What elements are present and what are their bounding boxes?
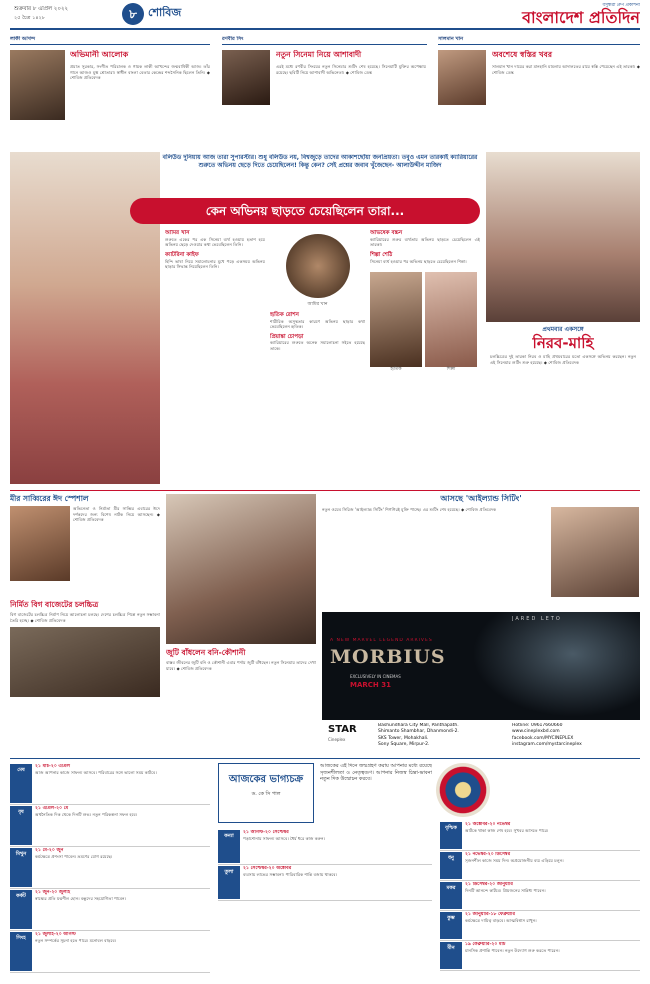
sign-text: অর্থনৈতিক দিক থেকে দিনটি শুভ। নতুন পরিকল্পনা সফল হবে।: [35, 811, 138, 817]
feature-item-body: শুরুতে একের পর এক সিনেমা ব্যর্থ হওয়ায় হতাশ হয়ে অভিনয় ছেড়ে দেওয়ার কথা ভেবেছিলেন তিনি।: [165, 236, 265, 248]
caption-shilpa: শিল্পা: [446, 367, 456, 373]
photo-bonny-koushani: [166, 494, 316, 644]
photo-mir-sabbir: [10, 506, 70, 581]
ad-title: MORBIUS: [330, 646, 446, 668]
mir-title: মীর সাব্বিরের ঈদ স্পেশাল: [10, 494, 89, 503]
date-text: শুক্রবার ৮ এপ্রিল ২০২২: [14, 6, 69, 12]
feature-col-2: [270, 230, 365, 480]
sign-dates: ২১ জানুয়ারি-১৮ ফেব্রুয়ারি: [465, 912, 516, 917]
story-nirob-mahi: [486, 152, 640, 484]
feature-col-1: [165, 230, 265, 480]
feature-item-name: অভিষেক বচ্চন: [370, 230, 403, 236]
sign-dates: ১৯ ফেব্রুয়ারি-২০ মার্চ: [465, 942, 506, 947]
ad-date: MARCH 31: [350, 681, 391, 689]
mir-body: অভিনেতা ও নির্মাতা মীর সাব্বির এবারের ঈদে দর্শকদের জন্য বিশেষ নাটক নিয়ে আসছেন। ◆ শোবিজ প্রতিবেদক: [73, 506, 160, 523]
sign-name: কর্কট: [10, 890, 32, 929]
sign-dates: ২১ আগস্ট-২০ সেপ্টেম্বর: [243, 830, 289, 835]
horoscope-section: [10, 758, 640, 978]
story-byline: লাকী আখন্দ: [10, 36, 210, 45]
sign-text: দিনটি আনন্দে কাটবে। প্রিয়জনের সান্নিধ্য পাবেন।: [465, 887, 546, 893]
sign-text: স্বাস্থ্যের প্রতি যত্নশীল হোন। বন্ধুদের সহযোগিতা পাবেন।: [35, 895, 127, 901]
date-line: [14, 6, 124, 26]
bonny-body: বাস্তব জীবনের জুটি বনি ও কৌশানী এবার পর্দায় জুটি বাঁধছেন। নতুন সিনেমায় তাদের দেখা যাবে। ◆ শোবিজ প্রতিবেদক: [166, 660, 316, 671]
feature-item-name: শিল্পা শেঠি: [370, 251, 393, 258]
story-title: অভিমানী আলোক: [70, 50, 129, 59]
horoscope-sign: [440, 911, 640, 941]
horoscope-title: আজকের ভাগ্যচক্র: [228, 774, 304, 785]
sign-name: ধনু: [440, 852, 462, 879]
bigbudget-body: বিগ বাজেটের চলচ্চিত্র নির্মাণ নিয়ে আলোচনা চলছে। দেশের চলচ্চিত্র শিল্পে নতুন সম্ভাবনা তৈরি হচ্ছে। ◆ শোবিজ প্রতিবেদক: [10, 612, 160, 623]
horoscope-sign: [10, 889, 210, 931]
horoscope-sign: [10, 847, 210, 889]
sign-dates: ২১ জুলাই-২০ আগস্ট: [35, 932, 76, 937]
sign-text: কর্মক্ষেত্রে প্রশংসা পাবেন। ভ্রমণের যোগ রয়েছে।: [35, 853, 113, 859]
bonny-title: জুটি বাঁধলেন বনি-কৌশানী: [166, 648, 246, 657]
ad-visual: [472, 612, 640, 717]
sign-dates: ২১ মে-২০ জুন: [35, 848, 64, 853]
sign-text: কর্মক্ষেত্রে দায়িত্ব বাড়বে। আত্মবিশ্বাস রাখুন।: [465, 917, 537, 923]
photo-big-budget: [10, 627, 160, 697]
ad-exclusive: EXCLUSIVELY IN CINEMAS: [350, 674, 401, 679]
feature-intro: বলিউড দুনিয়ায় আজ তারা সুপারস্টার। শুধু বলিউড নয়, বিশ্বজুড়ে তাদের আকাশছোঁয়া জনপ্রিয়তা। তবুও এমন তারকাই ক্যারিয়ারের শুরুতে অভিনয় ছেড়ে দিতে চেয়েছিলেন! কিন্তু কেন? সেই প্রশ্নের জবাব খুঁজেছেন- আলাউদ্দীন মাজিদ: [162, 154, 478, 170]
story-body: প্রয়াত সুরকার, সংগীত পরিচালক ও গায়ক লাকী আখন্দের জন্মবার্ষিকী আজ। তাঁর গানে আজও মুগ্ধ শ্রোতারা। স্বাধীন বাংলা বেতার কেন্দ্রের শব্দসৈনিক ছিলেন তিনি। ◆ শোবিজ প্রতিবেদক: [70, 64, 210, 81]
feature-item-body: সিনেমা ব্যর্থ হওয়ার পর অভিনয় ছাড়তে চেয়েছিলেন শিল্পা।: [370, 258, 467, 264]
feature-item-name: ক্যাটরিনা কাইফ: [165, 251, 199, 258]
story-byline: সালমান খান: [438, 36, 640, 45]
photo-nirob-mahi: [486, 152, 640, 322]
horoscope-sign: [440, 941, 640, 971]
ad-actor: JARED LETO: [512, 616, 562, 622]
horoscope-sign: [218, 865, 432, 901]
nirob-kicker: প্রথমবার একসঙ্গে: [542, 326, 584, 333]
ad-footer: [322, 720, 640, 750]
horoscope-right-column: [440, 821, 640, 975]
nirob-body: চলচ্চিত্রের দুই তারকা নিরব ও মাহি প্রথমবারের মতো একসঙ্গে অভিনয় করছেন। নতুন এই সিনেমার শুটিং শুরু হয়েছে। ◆ শোবিজ প্রতিবেদক: [490, 354, 636, 365]
sign-text: সৃজনশীল কাজে সময় দিন। অপ্রয়োজনীয় ব্যয় এড়িয়ে চলুন।: [465, 857, 564, 863]
sign-text: নতুন সম্পর্কের সূচনা হতে পারে। মনোবল বাড়বে।: [35, 937, 117, 943]
sign-name: তুলা: [218, 866, 240, 899]
feature-item-name: প্রিয়াঙ্কা চোপড়া: [270, 333, 304, 340]
ad-morbius[interactable]: [322, 612, 640, 750]
sign-text: আজ আপনার কাজে সাফল্য আসবে। পরিবারের সঙ্গে ভালো সময় কাটবে।: [35, 769, 157, 775]
sign-dates: ২১ নভেম্বর-২০ ডিসেম্বর: [465, 852, 511, 857]
feature-item-body: ক্যারিয়ারের শুরুতে অনেক সমালোচনা সইতে হয়েছে তাকে।: [270, 340, 365, 352]
top-stories: [10, 36, 640, 148]
story-mir-sabbir: [10, 494, 160, 594]
sign-dates: ২১ এপ্রিল-২০ মে: [35, 806, 69, 811]
sign-dates: ২১ অক্টোবর-২০ নভেম্বর: [465, 822, 511, 827]
story-body: সালমান খান দায়ের করা মানহানি মামলায় আদালতের রায়ে স্বস্তি পেয়েছেন এই তারকা। ◆ শোবিজ ডেস্ক: [492, 64, 640, 75]
masthead-top: বসুন্ধরা গ্রুপ প্রকাশনা: [602, 3, 640, 8]
story-body: এরই মধ্যে রণবীর সিংয়ের নতুন সিনেমার শুটিং শেষ হয়েছে। সিনেমাটি মুক্তির অপেক্ষায় রয়েছে। ছবিটি নিয়ে আশাবাদী অভিনেতা। ◆ শোবিজ ডেস্ক: [276, 64, 426, 75]
feature-col-3: [370, 230, 480, 480]
horoscope-intro: আজকের এই দিনে জন্মগ্রহণ করায় আপনার মধ্যে রয়েছে সৃজনশীলতা ও নেতৃত্বগুণ। আপনার নিজস্ব চিন্তা-ভাবনা নতুন দিক উন্মোচন করবে।: [320, 763, 432, 783]
horoscope-sign: [440, 881, 640, 911]
story-big-budget: [10, 600, 160, 750]
sign-dates: ২১ মার্চ-২০ এপ্রিল: [35, 764, 71, 769]
feature-item-body: শারীরিক অসুস্থতার কারণে অভিনয় ছাড়ার কথা ভেবেছিলেন হৃতিক।: [270, 318, 365, 330]
sign-dates: ২১ জুন-২০ জুলাই: [35, 890, 71, 895]
horoscope-author: ড. কে সি পাল: [251, 790, 281, 797]
iceland-body: নতুন ওয়েব সিরিজ 'আইল্যান্ড সিটিং' শিগগিরই মুক্তি পাচ্ছে। এর শুটিং শেষ হয়েছে। ◆ শোবিজ প্রতিবেদক: [322, 507, 497, 512]
horoscope-sign: [218, 829, 432, 865]
story-iceland: [322, 494, 640, 606]
bigbudget-title: নির্মিত বিগ বাজেটের চলচ্চিত্র: [10, 600, 99, 609]
mid-rule: [10, 490, 640, 491]
portrait-ranveer: [222, 50, 270, 105]
header-rule: [10, 28, 640, 30]
sign-dates: ২১ ডিসেম্বর-২০ জানুয়ারি: [465, 882, 513, 887]
horoscope-sign: [10, 805, 210, 847]
sign-name: বৃশ্চিক: [440, 822, 462, 849]
photo-iceland: [551, 507, 639, 597]
sign-dates: ২১ সেপ্টেম্বর-২০ অক্টোবর: [243, 866, 292, 871]
feature-item-body: ক্যারিয়ারের শুরুর ব্যর্থতায় অভিনয় ছাড়তে চেয়েছিলেন এই তারকা।: [370, 236, 480, 248]
horoscope-sign: [10, 763, 210, 805]
story-title: নতুন সিনেমা নিয়ে আশাবাদী: [276, 50, 362, 59]
date-text-alt: ২৫ চৈত্র ১৪২৮: [14, 14, 46, 21]
horoscope-title-box: [218, 763, 314, 823]
sign-text: পড়াশোনায় সাফল্য আসবে। ধৈর্য ধরে কাজ করুন।: [243, 835, 325, 841]
feature-banner: কেন অভিনয় ছাড়তে চেয়েছিলেন তারা...: [130, 198, 480, 224]
story-title: অবশেষে স্বস্তির খবর: [492, 50, 552, 59]
sign-name: মীন: [440, 942, 462, 969]
sign-name: মেষ: [10, 764, 32, 803]
portrait-lucky-akhand: [10, 50, 65, 120]
masthead-title: বাংলাদেশ প্রতিদিন: [522, 7, 640, 27]
sign-name: সিংহ: [10, 932, 32, 971]
story-ranveer: [222, 36, 427, 146]
ad-brand: STAR Cineplex: [328, 724, 357, 742]
sign-name: কুম্ভ: [440, 912, 462, 939]
feature-item-body: হিন্দি ভাষা নিয়ে সমালোচনার মুখে পড়ে একসময় অভিনয় ছাড়ার সিদ্ধান্ত নিয়েছিলেন তিনি।: [165, 258, 265, 270]
ad-contacts: Hotline: 09617660660 www.cineplexbd.com facebook.com/MYCINEPLEX instagram.com/mystarcineplex: [512, 723, 582, 747]
portrait-aamir: [286, 234, 350, 298]
page-number: ৮: [122, 3, 144, 25]
sign-text: ব্যবসায় লাভের সম্ভাবনা। পারিবারিক শান্তি বজায় থাকবে।: [243, 871, 338, 877]
zodiac-wheel-icon: [436, 763, 490, 817]
ad-locations: Bashundhara City Mall, Panthapath. Shimanto Shambhar, Dhanmondi-2. SKS Tower, Mohakhali. Sony Square, Mirpur-2.: [378, 723, 459, 747]
horoscope-left-column: [10, 763, 210, 975]
feature-section: [10, 152, 480, 484]
caption-hrithik: হৃতিক: [390, 367, 402, 373]
photo-shilpa: [425, 272, 477, 367]
iceland-title: আসছে 'আইল্যান্ড সিটিং': [440, 494, 522, 503]
sign-name: মকর: [440, 882, 462, 909]
story-byline: রণবীর সিং: [222, 36, 427, 45]
ad-tagline: A NEW MARVEL LEGEND ARRIVES: [330, 638, 433, 643]
sign-name: বৃষ: [10, 806, 32, 845]
story-salman: [438, 36, 640, 146]
sign-name: কন্যা: [218, 830, 240, 863]
portrait-salman: [438, 50, 486, 105]
story-lucky-akhand: [10, 36, 210, 146]
feature-item-name: আমির খান: [165, 230, 190, 236]
feature-item-name: হৃতিক রোশন: [270, 311, 299, 318]
horoscope-middle-column: [218, 829, 432, 975]
sign-text: আটকে থাকা কাজ শেষ হবে। সুখবর আসতে পারে।: [465, 827, 549, 833]
horoscope-sign: [440, 821, 640, 851]
sign-text: মানসিক প্রশান্তি পাবেন। নতুন উদ্যোগ শুরু করতে পারেন।: [465, 947, 560, 953]
horoscope-sign: [10, 931, 210, 973]
story-bonny-koushani: [166, 648, 316, 750]
section-title: শোবিজ: [148, 6, 182, 19]
horoscope-sign: [440, 851, 640, 881]
sign-name: মিথুন: [10, 848, 32, 887]
caption-aamir: আমির খান: [307, 302, 328, 307]
page-header: [0, 0, 650, 38]
photo-hrithik: [370, 272, 422, 367]
nirob-title: নিরব-মাহি: [532, 333, 594, 352]
